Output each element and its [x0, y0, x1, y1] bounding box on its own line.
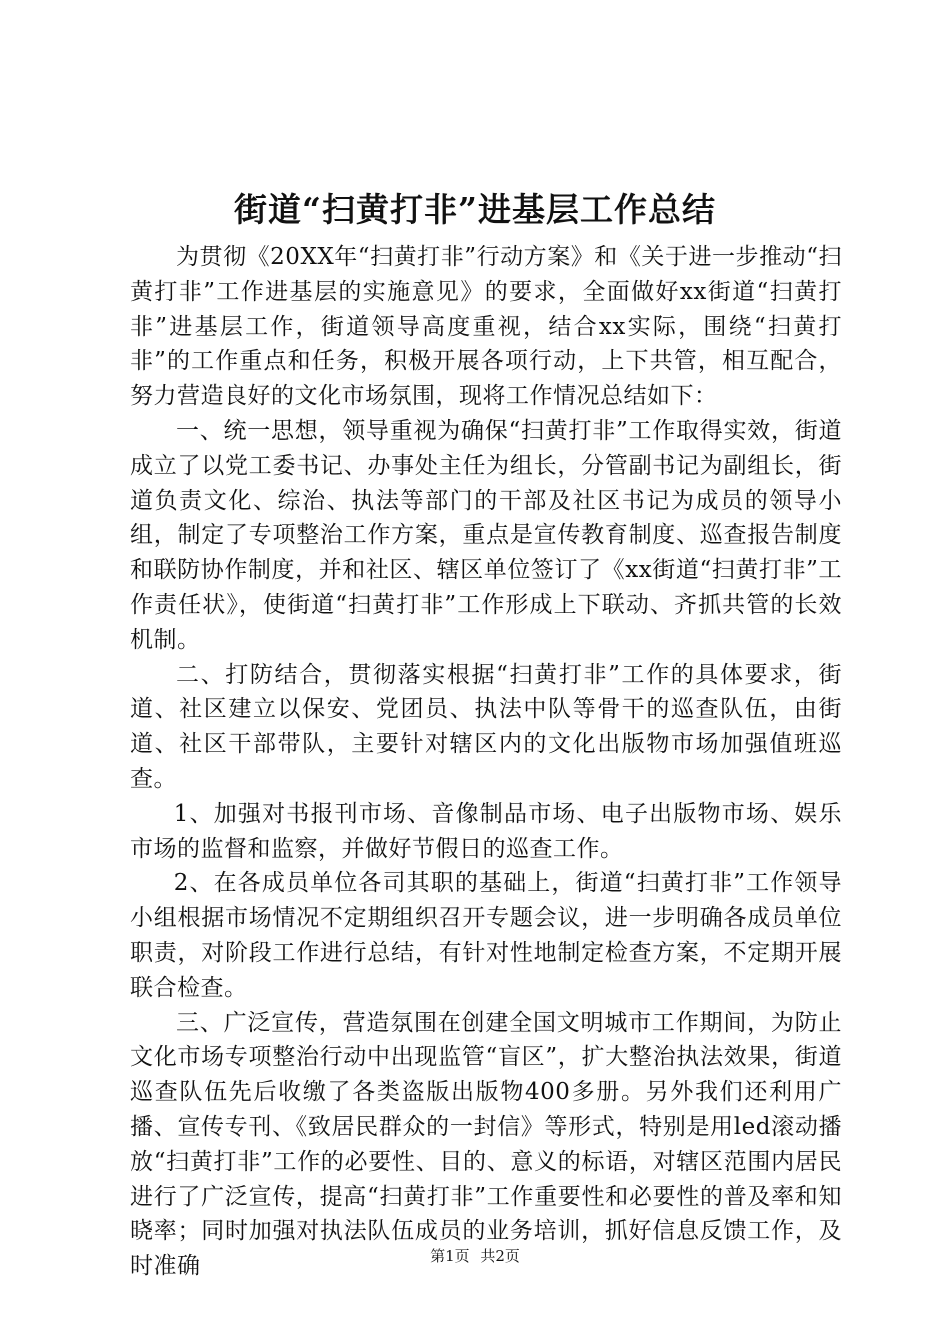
page-number: 第1页: [430, 1247, 470, 1265]
document-body: [130, 240, 842, 1284]
page-footer: [0, 1244, 950, 1268]
document-title: 街道“扫黄打非”进基层工作总结: [234, 190, 716, 229]
section-2-paragraph: 二、打防结合，贯彻落实根据“扫黄打非”工作的具体要求，街道、社区建立以保安、党团员、执法中队等骨干的巡查队伍，由街道、社区干部带队，主要针对辖区内的文化出版物市场加强值班巡查。: [130, 661, 842, 792]
section-3-paragraph: 三、广泛宣传，营造氛围在创建全国文明城市工作期间，为防止文化市场专项整治行动中出现监管“盲区”，扩大整治执法效果，街道巡查队伍先后收缴了各类盗版出版物400多册。另外我们还利用广播、宣传专刊、《致居民群众的一封信》等形式，特别是用led滚动播放“扫黄打非”工作的必要性、目的、意义的标语，对辖区范围内居民进行了广泛宣传，提高“扫黄打非”工作重要性和必要性的普及率和知晓率；同时加强对执法队伍成员的业务培训，抓好信息反馈工作，及时准确: [130, 1009, 842, 1280]
item-2-paragraph: 2、在各成员单位各司其职的基础上，街道“扫黄打非”工作领导小组根据市场情况不定期组织召开专题会议，进一步明确各成员单位职责，对阶段工作进行总结，有针对性地制定检查方案，不定期开展联合检查。: [130, 870, 842, 1001]
section-1-paragraph: 一、统一思想，领导重视为确保“扫黄打非”工作取得实效，街道成立了以党工委书记、办事处主任为组长，分管副书记为副组长，街道负责文化、综治、执法等部门的干部及社区书记为成员的领导小组，制定了专项整治工作方案，重点是宣传教育制度、巡查报告制度和联防协作制度，并和社区、辖区单位签订了《xx街道“扫黄打非”工作责任状》，使街道“扫黄打非”工作形成上下联动、齐抓共管的长效机制。: [130, 417, 842, 653]
page-total: 共2页: [480, 1247, 520, 1265]
item-1-paragraph: 1、加强对书报刊市场、音像制品市场、电子出版物市场、娱乐市场的监督和监察，并做好节假日的巡查工作。: [130, 800, 842, 862]
intro-paragraph: 为贯彻《20XX年“扫黄打非”行动方案》和《关于进一步推动“扫黄打非”工作进基层的实施意见》的要求，全面做好xx街道“扫黄打非”进基层工作，街道领导高度重视，结合xx实际，围绕“扫黄打非”的工作重点和任务，积极开展各项行动，上下共管，相互配合，努力营造良好的文化市场氛围，现将工作情况总结如下：: [130, 244, 842, 410]
